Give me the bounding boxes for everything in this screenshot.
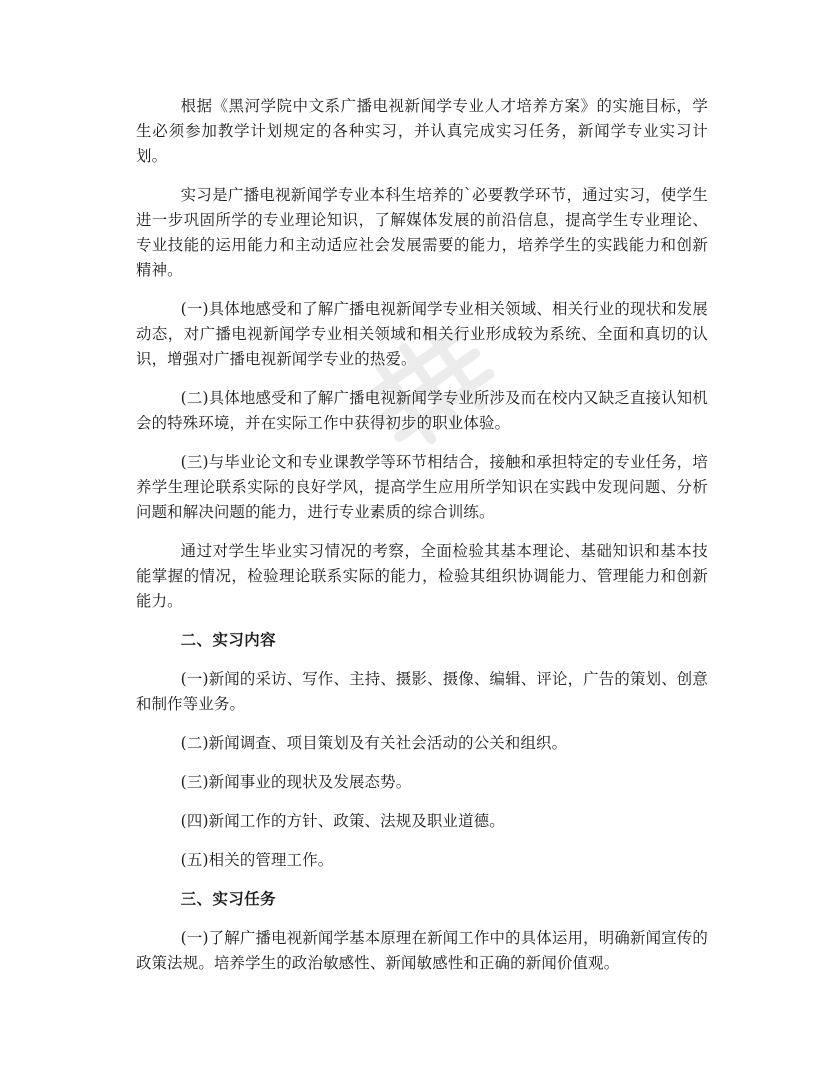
paragraph-intro-1: 根据《黑河学院中文系广播电视新闻学专业人才培养方案》的实施目标，学生必须参加教学计划规定的各种实习，并认真完成实习任务，新闻学专业实习计划。 [136, 97, 708, 165]
content-item-2: (二)新闻调查、项目策划及有关社会活动的公关和组织。 [180, 734, 568, 752]
paragraph-goal-3: (三)与毕业论文和专业课教学等环节相结合，接触和承担特定的专业任务，培养学生理论联系实际的良好学风，提高学生应用所学知识在实践中发现问题、分析问题和解决问题的能力，进行专业素质的综合训练。 [136, 453, 708, 521]
task-item-1: (一)了解广播电视新闻学基本原理在新闻工作中的具体运用，明确新闻宣传的政策法规。培养学生的政治敏感性、新闻敏感性和正确的新闻价值观。 [136, 929, 708, 972]
paragraph-goal-1: (一)具体地感受和了解广播电视新闻学专业相关领域、相关行业的现状和发展动态，对广播电视新闻学专业相关领域和相关行业形成较为系统、全面和真切的认识，增强对广播电视新闻学专业的热爱。 [136, 300, 708, 368]
paragraph-intro-2: 实习是广播电视新闻学专业本科生培养的`必要教学环节，通过实习，使学生进一步巩固所学的专业理论知识，了解媒体发展的前沿信息，提高学生专业理论、专业技能的运用能力和主动适应社会发展需要的能力，培养学生的实践能力和创新精神。 [136, 186, 708, 279]
document-body [136, 94, 708, 990]
content-item-5: (五)相关的管理工作。 [180, 851, 334, 869]
content-item-3: (三)新闻事业的现状及发展态势。 [180, 773, 412, 791]
paragraph-goal-2: (二)具体地感受和了解广播电视新闻学专业所涉及而在校内又缺乏直接认知机会的特殊环境，并在实际工作中获得初步的职业体验。 [136, 389, 708, 432]
paragraph-evaluation: 通过对学生毕业实习情况的考察，全面检验其基本理论、基础知识和基本技能掌握的情况，检验理论联系实际的能力，检验其组织协调能力、管理能力和创新能力。 [136, 542, 708, 610]
content-item-1: (一)新闻的采访、写作、主持、摄影、摄像、编辑、评论，广告的策划、创意和制作等业务。 [136, 670, 708, 713]
section-heading-content: 二、实习内容 [180, 631, 277, 649]
section-heading-tasks: 三、实习任务 [180, 890, 277, 908]
content-item-4: (四)新闻工作的方针、政策、法规及职业道德。 [180, 812, 505, 830]
